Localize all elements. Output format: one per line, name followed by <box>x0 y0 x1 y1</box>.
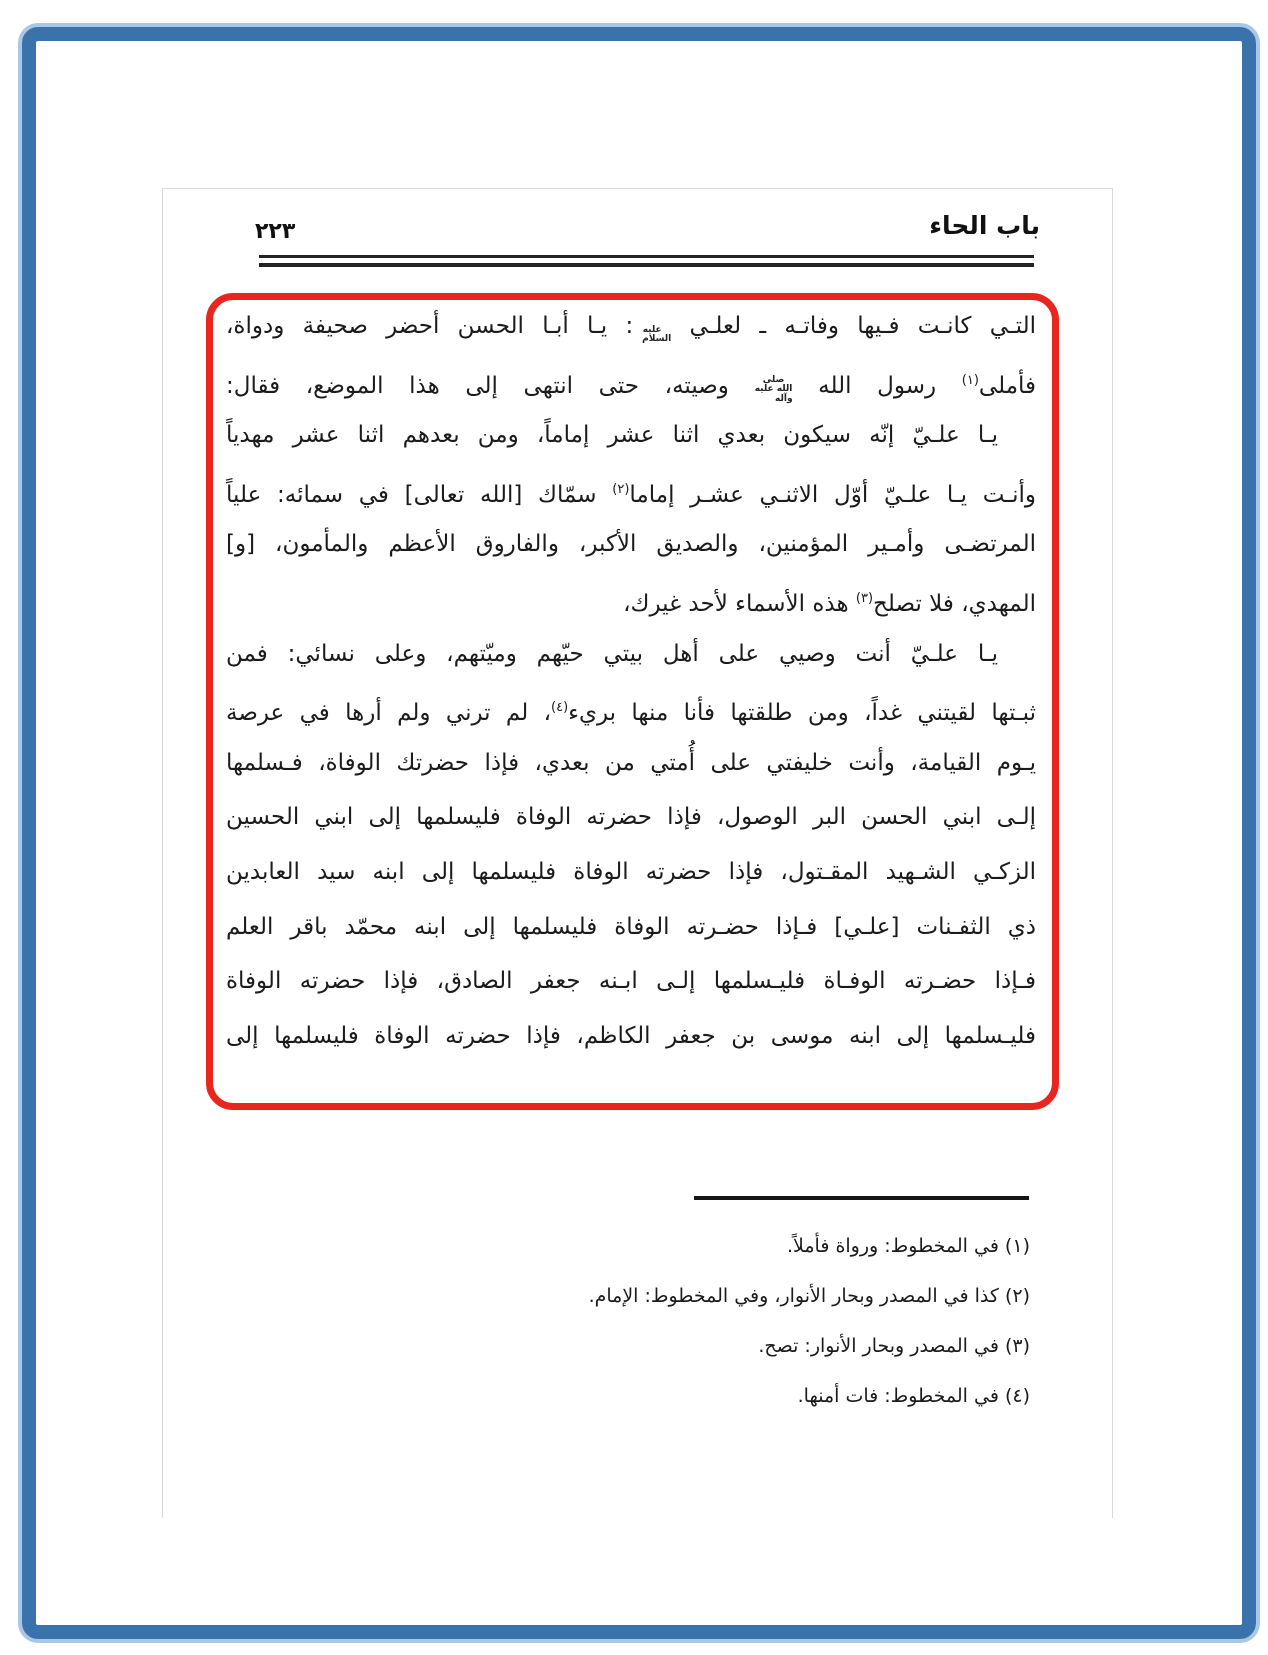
body-text <box>226 299 1036 1063</box>
text-segment: فـإذا حضـرته الوفـاة فليـسلمها إلـى ابـنه جعفر الصادق، فإذا حضرته الوفاة <box>226 968 1036 995</box>
text-line <box>226 299 1036 354</box>
text-line <box>226 790 1036 845</box>
text-segment: يـا علـيّ أنت وصيي على أهل بيتي حيّهم وميّتهم، وعلى نسائي: فمن <box>226 640 998 667</box>
text-segment: التـي كانـت فـيها وفاتـه ـ لعلـي <box>671 313 1036 339</box>
text-segment: رسول الله <box>792 372 962 399</box>
text-segment: يـا علـيّ إنّه سيكون بعدي اثنا عشر إماماً، ومن بعدهم اثنا عشر مهدياً <box>226 422 998 449</box>
text-segment: المهدي، فلا تصلح <box>873 590 1036 617</box>
text-line <box>226 900 1036 955</box>
text-segment: فليـسلمها إلى ابنه موسى بن جعفر الكاظم، فإذا حضرته الوفاة فليسلمها إلى <box>226 1022 1036 1049</box>
text-line <box>226 408 1036 463</box>
footnote: (٤) في المخطوط: فات أمنها. <box>797 1385 1030 1407</box>
text-segment: سمّاك [الله تعالى] في سمائه: علياً <box>226 481 613 508</box>
text-line <box>226 954 1036 1009</box>
text-segment: ثبـتها لقيتني غداً، ومن طلقتها فأنا منها بريء <box>568 700 1036 727</box>
page-number: ٢٢٣ <box>255 219 296 244</box>
text-segment: ، لم ترني ولم أرها في عرصة <box>226 700 551 727</box>
chapter-title: باب الحاء <box>929 211 1040 240</box>
footnote: (٣) في المصدر وبحار الأنوار: تصح. <box>758 1335 1030 1357</box>
text-line <box>226 681 1036 736</box>
document-page <box>162 188 1113 1518</box>
text-segment: وصيته، حتى انتهى إلى هذا الموضع، فقال: <box>226 372 755 399</box>
text-segment: المرتضـى وأمـير المؤمنين، والصديق الأكبر، والفاروق الأعظم والمأمون، [و] <box>226 531 1036 558</box>
text-segment: هذه الأسماء لأحد غيرك، <box>623 590 856 617</box>
text-line <box>226 736 1036 791</box>
text-segment: إلـى ابني الحسن البر الوصول، فإذا حضرته الوفاة فليسلمها إلى ابني الحسين <box>226 804 1036 831</box>
text-segment: : يـا أبـا الحسن أحضر صحيفة ودواة، <box>226 313 634 339</box>
text-line <box>226 463 1036 518</box>
footnote-separator <box>694 1196 1029 1200</box>
text-line <box>226 845 1036 900</box>
text-segment: يـوم القيامة، وأنت خليفتي على أُمتي من بعدي، فإذا حضرتك الوفاة، فـسلمها <box>226 749 1036 776</box>
honorific-symbol: عليه السلام <box>642 324 672 344</box>
header-rule <box>259 255 1034 267</box>
text-line <box>226 572 1036 627</box>
text-segment: فأملى <box>978 372 1037 399</box>
text-line <box>226 1009 1036 1064</box>
text-segment: ذي الثفـنات [علـي] فـإذا حضـرته الوفاة فليسلمها إلى ابنه محمّد باقر العلم <box>226 913 1036 940</box>
text-line <box>226 627 1036 682</box>
footnotes <box>270 1221 1030 1421</box>
footnote-marker: (١) <box>961 372 979 388</box>
text-segment: الزكـي الشـهيد المقـتول، فإذا حضرته الوفاة فليسلمها إلى ابنه سيد العابدين <box>226 858 1036 885</box>
honorific-symbol: صلى الله عليه وآله <box>754 374 793 404</box>
text-line <box>226 354 1036 409</box>
footnote-marker: (٤) <box>551 700 569 716</box>
footnote-marker: (٢) <box>612 481 630 497</box>
text-line <box>226 517 1036 572</box>
footnote-marker: (٣) <box>855 590 874 606</box>
footnote: (١) في المخطوط: ورواة فأملاً. <box>786 1235 1030 1257</box>
text-segment: وأنـت يـا علـيّ أوّل الاثنـي عشـر إماما <box>629 481 1036 508</box>
footnote: (٢) كذا في المصدر وبحار الأنوار، وفي المخطوط: الإمام. <box>588 1285 1030 1307</box>
